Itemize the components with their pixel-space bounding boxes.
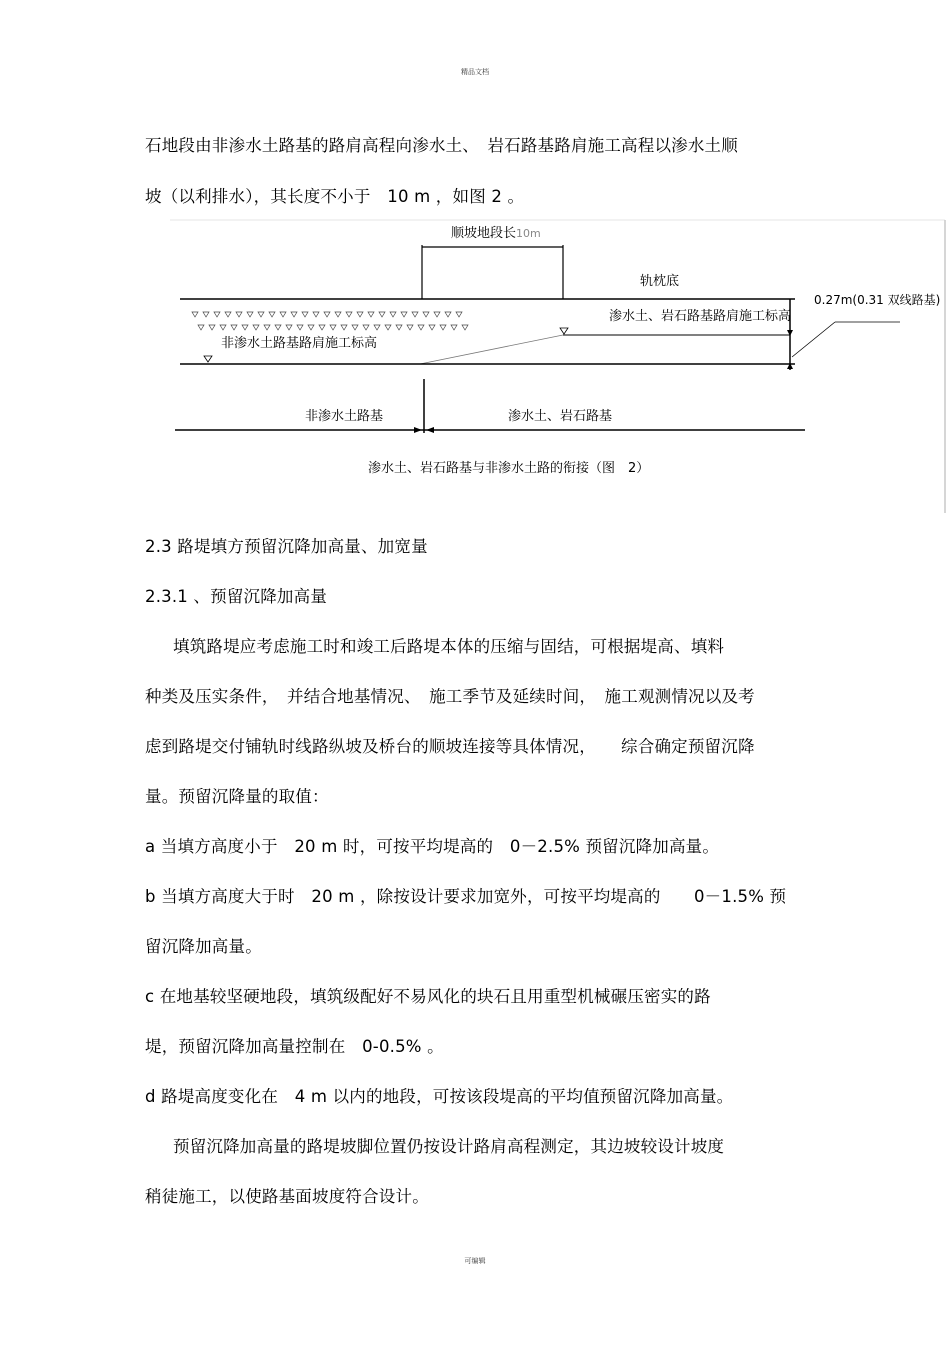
hatch-mark bbox=[209, 325, 215, 330]
fill-hatching bbox=[192, 312, 468, 330]
hatch-mark bbox=[379, 312, 385, 317]
hatch-mark bbox=[220, 325, 226, 330]
hatch-mark bbox=[352, 325, 358, 330]
hatch-mark bbox=[330, 325, 336, 330]
hatch-mark bbox=[363, 325, 369, 330]
hatch-mark bbox=[429, 325, 435, 330]
slope-length-text: 顺坡地段长 bbox=[451, 226, 517, 241]
hatch-mark bbox=[445, 312, 451, 317]
hatch-mark bbox=[302, 312, 308, 317]
slope-length-value: 10m bbox=[516, 227, 541, 240]
hatch-mark bbox=[280, 312, 286, 317]
item-a: a 当填方高度小于 20 m 时，可按平均堤高的 0－2.5% 预留沉降加高量。 bbox=[145, 837, 720, 856]
hatch-mark bbox=[291, 312, 297, 317]
boundary-arrow-left bbox=[414, 427, 422, 433]
hatch-mark bbox=[275, 325, 281, 330]
hatch-mark bbox=[231, 325, 237, 330]
hatch-mark bbox=[368, 312, 374, 317]
section-heading: 2.3 路堤填方预留沉降加高量、加宽量 bbox=[145, 537, 428, 556]
hatch-mark bbox=[423, 312, 429, 317]
intro-line-2: 坡（以利排水），其长度不小于 10 m ，如图 2 。 bbox=[145, 187, 525, 206]
nonpermeable-subgrade-label: 非渗水土路基 bbox=[305, 409, 384, 424]
slope-length-label bbox=[451, 222, 541, 241]
nonpermeable-shoulder-label: 非渗水土路基路肩施工标高 bbox=[221, 336, 378, 351]
hatch-mark bbox=[313, 312, 319, 317]
para2-line-2: 稍徒施工，以使路基面坡度符合设计。 bbox=[145, 1187, 429, 1206]
item-d: d 路堤高度变化在 4 m 以内的地段，可按该段堤高的平均值预留沉降加高量。 bbox=[145, 1087, 734, 1106]
hatch-mark bbox=[412, 312, 418, 317]
offset-leader-line bbox=[792, 322, 835, 357]
hatch-mark bbox=[324, 312, 330, 317]
hatch-mark bbox=[203, 312, 209, 317]
hatch-mark bbox=[346, 312, 352, 317]
para1-line-3: 虑到路堤交付铺轨时线路纵坡及桥台的顺坡连接等具体情况， 综合确定预留沉降 bbox=[145, 737, 755, 756]
slope-transition-line bbox=[420, 335, 563, 364]
item-b-line-1: b 当填方高度大于时 20 m ，除按设计要求加宽外，可按平均堤高的 0－1.5% 预 bbox=[145, 887, 787, 906]
water-level-symbol-left bbox=[204, 356, 212, 362]
hatch-mark bbox=[269, 312, 275, 317]
page-header: 精品文档 bbox=[461, 68, 489, 76]
para1-line-2: 种类及压实条件， 并结合地基情况、 施工季节及延续时间， 施工观测情况以及考 bbox=[145, 687, 755, 706]
hatch-mark bbox=[401, 312, 407, 317]
item-c-line-2: 堤，预留沉降加高量控制在 0-0.5% 。 bbox=[145, 1037, 444, 1056]
hatch-mark bbox=[242, 325, 248, 330]
hatch-mark bbox=[418, 325, 424, 330]
hatch-mark bbox=[335, 312, 341, 317]
hatch-mark bbox=[286, 325, 292, 330]
intro-line-1: 石地段由非渗水土路基的路肩高程向渗水土、 岩石路基路肩施工高程以渗水土顺 bbox=[145, 136, 738, 155]
hatch-mark bbox=[407, 325, 413, 330]
hatch-mark bbox=[253, 325, 259, 330]
page-footer: 可编辑 bbox=[464, 1257, 486, 1265]
hatch-mark bbox=[247, 312, 253, 317]
hatch-mark bbox=[214, 312, 220, 317]
hatch-mark bbox=[462, 325, 468, 330]
permeable-subgrade-label: 渗水土、岩石路基 bbox=[508, 409, 613, 424]
hatch-mark bbox=[297, 325, 303, 330]
hatch-mark bbox=[264, 325, 270, 330]
sleeper-bottom-label: 轨枕底 bbox=[640, 274, 680, 289]
hatch-mark bbox=[440, 325, 446, 330]
hatch-mark bbox=[390, 312, 396, 317]
hatch-mark bbox=[434, 312, 440, 317]
hatch-mark bbox=[341, 325, 347, 330]
item-b-line-2: 留沉降加高量。 bbox=[145, 937, 262, 956]
offset-label: 0.27m(0.31 双线路基) bbox=[814, 293, 941, 307]
hatch-mark bbox=[236, 312, 242, 317]
hatch-mark bbox=[198, 325, 204, 330]
hatch-mark bbox=[319, 325, 325, 330]
subsection-heading: 2.3.1 、预留沉降加高量 bbox=[145, 587, 328, 606]
boundary-arrow-right bbox=[426, 427, 434, 433]
para1-line-4: 量。预留沉降量的取值： bbox=[145, 787, 329, 806]
water-level-symbol-right bbox=[560, 328, 568, 334]
permeable-shoulder-label: 渗水土、岩石路基路肩施工标高 bbox=[609, 309, 792, 324]
hatch-mark bbox=[385, 325, 391, 330]
hatch-mark bbox=[357, 312, 363, 317]
hatch-mark bbox=[225, 312, 231, 317]
hatch-mark bbox=[396, 325, 402, 330]
para2-line-1: 预留沉降加高量的路堤坡脚位置仍按设计路肩高程测定，其边坡较设计坡度 bbox=[173, 1137, 725, 1156]
hatch-mark bbox=[456, 312, 462, 317]
hatch-mark bbox=[308, 325, 314, 330]
hatch-mark bbox=[192, 312, 198, 317]
hatch-mark bbox=[374, 325, 380, 330]
figure-2 bbox=[170, 215, 950, 515]
item-c-line-1: c 在地基较坚硬地段，填筑级配好不易风化的块石且用重型机械碾压密实的路 bbox=[145, 987, 711, 1006]
para1-line-1: 填筑路堤应考虑施工时和竣工后路堤本体的压缩与固结，可根据堤高、填料 bbox=[173, 637, 725, 656]
hatch-mark bbox=[451, 325, 457, 330]
hatch-mark bbox=[258, 312, 264, 317]
figure-caption: 渗水土、岩石路基与非渗水土路的衔接（图 2） bbox=[368, 461, 650, 476]
